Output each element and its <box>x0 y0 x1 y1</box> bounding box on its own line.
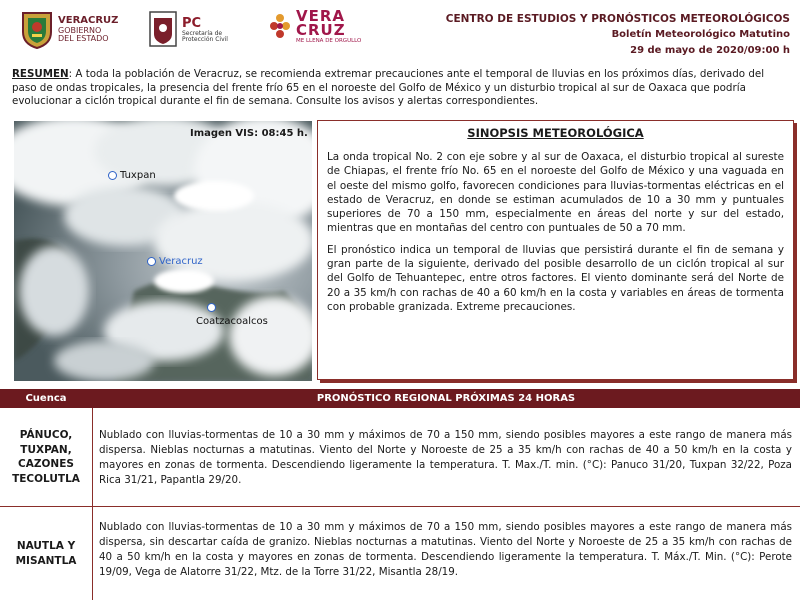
logo-vera-text: VERA <box>296 7 346 25</box>
veracruz-flower-icon <box>268 12 292 42</box>
synopsis-box <box>317 120 794 380</box>
proteccion-civil-logo <box>148 10 228 50</box>
bulletin-header <box>0 0 800 68</box>
logo-secretaria-text: Secretaría de <box>182 29 223 37</box>
basin-name-line: TECOLUTLA <box>12 472 80 485</box>
satellite-caption: Imagen VIS: 08:45 h. <box>190 128 308 139</box>
logo-veracruz-text: VERACRUZ <box>58 15 119 27</box>
forecast-table-header <box>0 389 800 408</box>
logo-proteccion-text: Protección Civil <box>182 35 228 43</box>
location-dot-icon <box>108 171 117 180</box>
table-row <box>0 507 800 600</box>
location-dot-icon <box>207 303 216 312</box>
location-dot-icon <box>147 257 156 266</box>
logo-estado-text: DEL ESTADO <box>58 34 109 44</box>
logo-tagline-text: ME LLENA DE ORGULLO <box>296 38 362 44</box>
forecast-text: Nublado con lluvias-tormentas de 10 a 30 mm y máximos de 70 a 150 mm, siendo posibles mayores a este rango de manera más dispersa. Nieblas nocturnas a matutinas. Viento del Norte y Noroeste de 25 a 35 km/h con rachas de 40 a 50 km/h en la costa y mayores en zonas de tormenta. Descendiendo ligeramente la temperatura. T. Max./T. min. (°C): Panuco 31/20, Tuxpan 32/22, Poza Rica 31/21, Papantla 29/20. <box>99 429 792 486</box>
summary-paragraph <box>12 68 790 109</box>
basin-name-line: TUXPAN, <box>20 443 72 456</box>
basin-name-line: MISANTLA <box>15 554 77 567</box>
city-label: Veracruz <box>159 256 203 267</box>
forecast-text: Nublado con lluvias-tormentas de 10 a 30 mm y máximos de 70 a 150 mm, siendo posibles mayores a este rango de manera más dispersa, sin descartar caída de granizo. Nieblas nocturnas a matutinas. Viento del Norte y Noroeste de 25 a 35 km/h con rachas de 40 a 50 km/h en la costa y mayores en zonas de tormenta. Descendiendo ligeramente la temperatura. T. Máx./T. Min. (°C): Perote 19/09, Vega de Alatorre 31/22, Mtz. de la Torre 31/22, Misantla 28/19. <box>99 521 792 578</box>
city-marker-veracruz <box>147 256 203 267</box>
table-row <box>0 408 800 507</box>
logo-gobierno-text: GOBIERNO <box>58 25 102 35</box>
city-label: Coatzacoalcos <box>196 316 268 327</box>
cloud-cover-graphic <box>14 121 312 381</box>
bulletin-title-block <box>446 11 790 59</box>
veracruz-brand-logo <box>268 7 362 45</box>
bulletin-title: CENTRO DE ESTUDIOS Y PRONÓSTICOS METEOROLÓGICOS <box>445 13 790 25</box>
city-marker-tuxpan <box>108 170 156 181</box>
summary-label: RESUMEN <box>12 68 69 80</box>
satellite-image <box>14 121 312 381</box>
basin-name-line: PÁNUCO, <box>19 429 73 441</box>
logo-pc-text: PC <box>182 15 202 31</box>
basin-name <box>0 408 93 506</box>
logo-cruz-text: CRUZ <box>296 20 346 39</box>
column-header-cuenca: Cuenca <box>25 393 67 404</box>
city-label: Tuxpan <box>120 170 156 181</box>
bulletin-subtitle: Boletín Meteorológico Matutino <box>611 29 790 40</box>
proteccion-civil-icon <box>148 10 178 50</box>
bulletin-date: 29 de mayo de 2020/09:00 h <box>630 45 790 56</box>
synopsis-paragraph-2: El pronóstico indica un temporal de lluvias que persistirá durante el fin de semana y gran parte de la siguiente, derivado del posible desarrollo de un ciclón tropical al sur del Golfo de Tehuantepec, entre otros factores. El viento dominante será del Norte de 20 a 35 km/h con rachas de 40 a 60 km/h en la costa y variables en áreas de tormenta con probable granizada. Extreme precauciones. <box>327 243 784 313</box>
city-label-coatzacoalcos <box>196 316 268 327</box>
basin-name <box>0 507 93 600</box>
synopsis-paragraph-1: La onda tropical No. 2 con eje sobre y al sur de Oaxaca, el disturbio tropical al sureste de Chiapas, el frente frío No. 65 en el noroeste del Golfo de México y una vaguada en el oeste del mismo golfo, favorecen condiciones para lluvias-tormentas eléctricas en el estado de Veracruz, en donde se estiman acumulados de 10 a 30 mm y puntuales superiores de 70 a 150 mm, especialmente en áreas del norte y sur del estado, mientras que en montañas del centro con puntuales de 50 a 70 mm. <box>327 151 784 235</box>
basin-name-line: NAUTLA Y <box>16 540 76 552</box>
column-header-forecast: PRONÓSTICO REGIONAL PRÓXIMAS 24 HORAS <box>316 393 576 404</box>
coat-of-arms-icon <box>20 10 54 50</box>
veracruz-government-logo <box>20 10 118 50</box>
city-marker-coatzacoalcos <box>207 303 219 312</box>
summary-text: : A toda la población de Veracruz, se recomienda extremar precauciones ante el temporal de lluvias en los próximos días, derivado del paso de ondas tropicales, la presencia del frente frío 65 en el noroeste del Golfo de México y un disturbio tropical al sur de Oaxaca que podría evolucionar a ciclón tropical durante el fin de semana. Consulte los avisos y alertas correspondientes. <box>12 68 765 107</box>
synopsis-title: SINOPSIS METEOROLÓGICA <box>467 126 644 140</box>
basin-name-line: CAZONES <box>18 458 74 470</box>
